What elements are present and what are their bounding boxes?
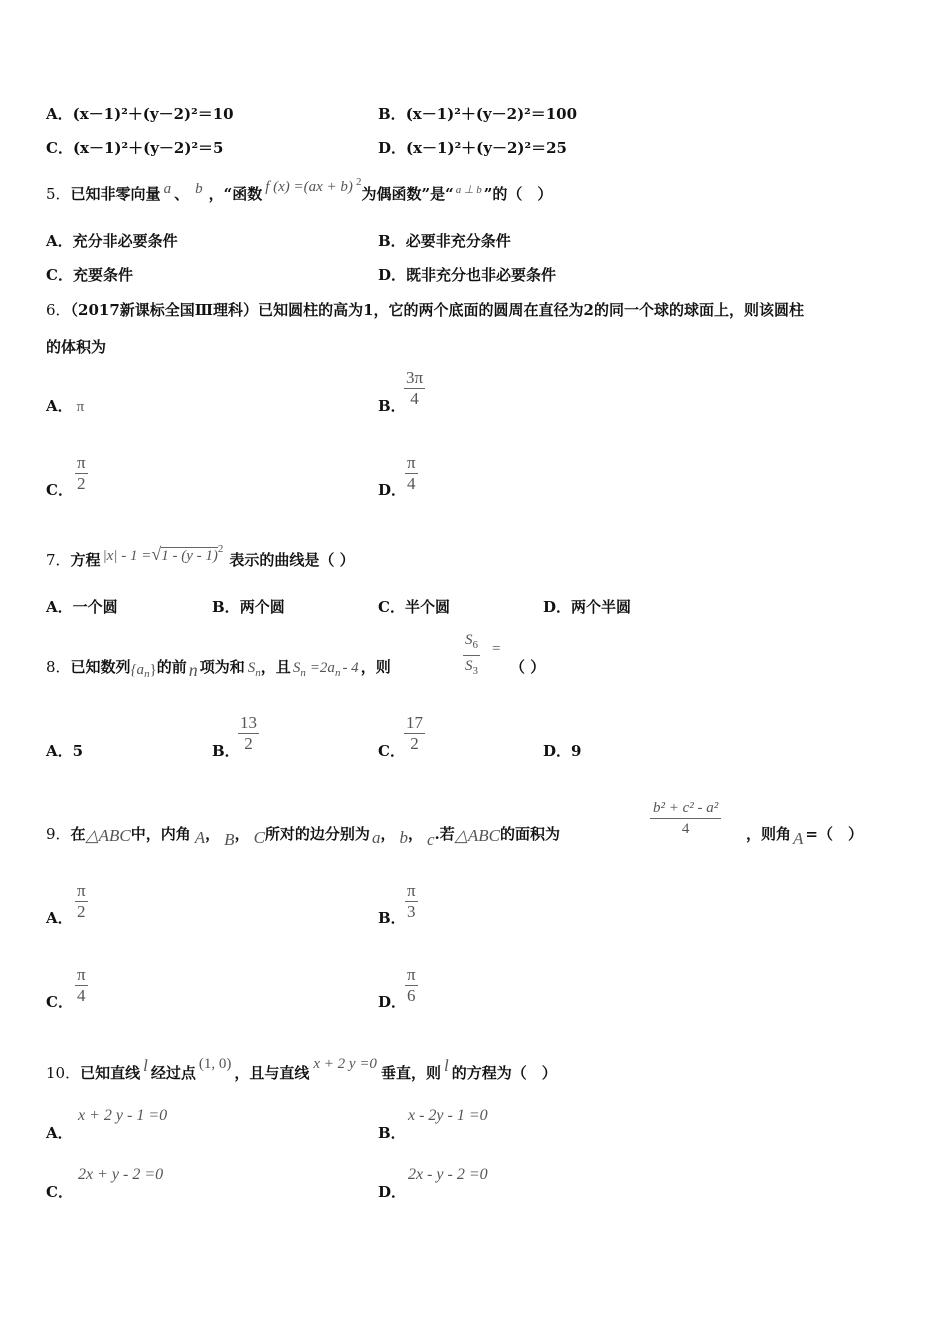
q10-option-d-label[interactable]: D． xyxy=(378,1183,407,1201)
q9-option-c-label[interactable]: C． xyxy=(46,993,73,1011)
q8-paren: （ ） xyxy=(510,658,546,676)
q5-option-c[interactable]: C．充要条件 xyxy=(46,266,133,284)
q10-option-b-label[interactable]: B． xyxy=(378,1124,406,1142)
q9-option-d-fraction: π 6 xyxy=(407,965,416,1005)
q8-option-c-fraction: 17 2 xyxy=(406,713,423,753)
q8-option-a[interactable]: A．5 xyxy=(46,742,84,760)
q6-option-c-fraction: π 2 xyxy=(77,453,86,493)
q6-option-b-fraction: 3π 4 xyxy=(406,368,424,408)
q6-option-a[interactable]: A． π xyxy=(46,397,85,415)
q10-option-b-eq: x - 2y - 1 =0 xyxy=(408,1107,488,1124)
q10-stem: 10．已知直线 l 经过点 (1, 0) ，且与直线 x + 2 y =0 垂直，则 l 的方程为（ ） xyxy=(46,1056,557,1082)
q8-option-c-label[interactable]: C． xyxy=(378,742,405,760)
q10-option-a-eq: x + 2 y - 1 =0 xyxy=(78,1107,168,1124)
q4-option-d-text: (x－1)²＋(y－2)²＝25 xyxy=(406,139,567,157)
q8-option-d[interactable]: D．9 xyxy=(543,742,582,760)
q10-option-c-label[interactable]: C． xyxy=(46,1183,73,1201)
q10-option-c-eq: 2x + y - 2 =0 xyxy=(78,1166,164,1183)
q9-stem: 9．在△ABC中，内角 A， B， C所对的边分别为 a， b， c.若△ABC的面积为 xyxy=(46,825,560,849)
q5-option-b[interactable]: B．必要非充分条件 xyxy=(378,232,511,250)
q9-stem-end: ，则角 A =（ ） xyxy=(746,825,863,848)
q6-option-d-label[interactable]: D． xyxy=(378,481,407,499)
q7-option-a[interactable]: A．一个圆 xyxy=(46,598,118,616)
q9-area-fraction: b² + c² - a² 4 xyxy=(650,798,721,839)
q7-option-b[interactable]: B．两个圆 xyxy=(212,598,285,616)
q9-option-b-label[interactable]: B． xyxy=(378,909,406,927)
q9-option-a-fraction: π 2 xyxy=(77,881,86,921)
q7-option-d[interactable]: D．两个半圆 xyxy=(543,598,632,616)
q9-option-d-label[interactable]: D． xyxy=(378,993,407,1011)
q8-ratio-fraction: $S_6$ $S_3$ xyxy=(465,632,478,677)
q10-option-a-label[interactable]: A． xyxy=(46,1124,73,1142)
q9-option-c-fraction: π 4 xyxy=(77,965,86,1005)
q4-option-c[interactable]: C．(x－1)²＋(y－2)²＝5 xyxy=(46,139,224,157)
q6-option-c-label[interactable]: C． xyxy=(46,481,73,499)
q8-stem: 8．已知数列$\{a_n\}$的前 n 项为和 $S_n$，且 $S_n =2a_n - 4$ ，则 xyxy=(46,658,391,680)
q10-option-d-eq: 2x - y - 2 =0 xyxy=(408,1166,488,1183)
q6-option-d-fraction: π 4 xyxy=(407,453,416,493)
q8-option-b-fraction: 13 2 xyxy=(240,713,257,753)
q4-option-c-text: (x－1)²＋(y－2)²＝5 xyxy=(72,139,224,157)
q7-option-c[interactable]: C．半个圆 xyxy=(378,598,450,616)
q4-option-b-text: (x－1)²＋(y－2)²＝100 xyxy=(405,105,578,123)
q6-stem-line1: 6．（2017新课标全国Ⅲ理科）已知圆柱的高为1，它的两个底面的圆周在直径为2的同一个球的球面上，则该圆柱 xyxy=(46,301,804,319)
q4-option-a-text: (x－1)²＋(y－2)²＝10 xyxy=(72,105,234,123)
q8-option-b-label[interactable]: B． xyxy=(212,742,240,760)
q5-option-a[interactable]: A．充分非必要条件 xyxy=(46,232,178,250)
q7-stem: 7．方程 |x| - 1 =√1 - (y - 1)$^2$表示的曲线是（ ） xyxy=(46,543,355,569)
q6-stem-line2: 的体积为 xyxy=(46,338,107,356)
q9-option-b-fraction: π 3 xyxy=(407,881,416,921)
q4-option-d[interactable]: D．(x－1)²＋(y－2)²＝25 xyxy=(378,139,567,157)
q4-option-a[interactable]: A．(x－1)²＋(y－2)²＝10 xyxy=(46,105,234,123)
q6-option-b-label[interactable]: B． xyxy=(378,397,406,415)
q5-option-d[interactable]: D．既非充分也非必要条件 xyxy=(378,266,557,284)
q5-stem: 5．已知非零向量 a 、 b ，“函数 f (x) =(ax + b) $^2$为偶函数”是“ $^{a \perp b}$ ”的（ ） xyxy=(46,176,553,203)
q9-option-a-label[interactable]: A． xyxy=(46,909,73,927)
q4-option-b[interactable]: B．(x－1)²＋(y－2)²＝100 xyxy=(378,105,578,123)
q8-equals: = xyxy=(492,641,501,657)
